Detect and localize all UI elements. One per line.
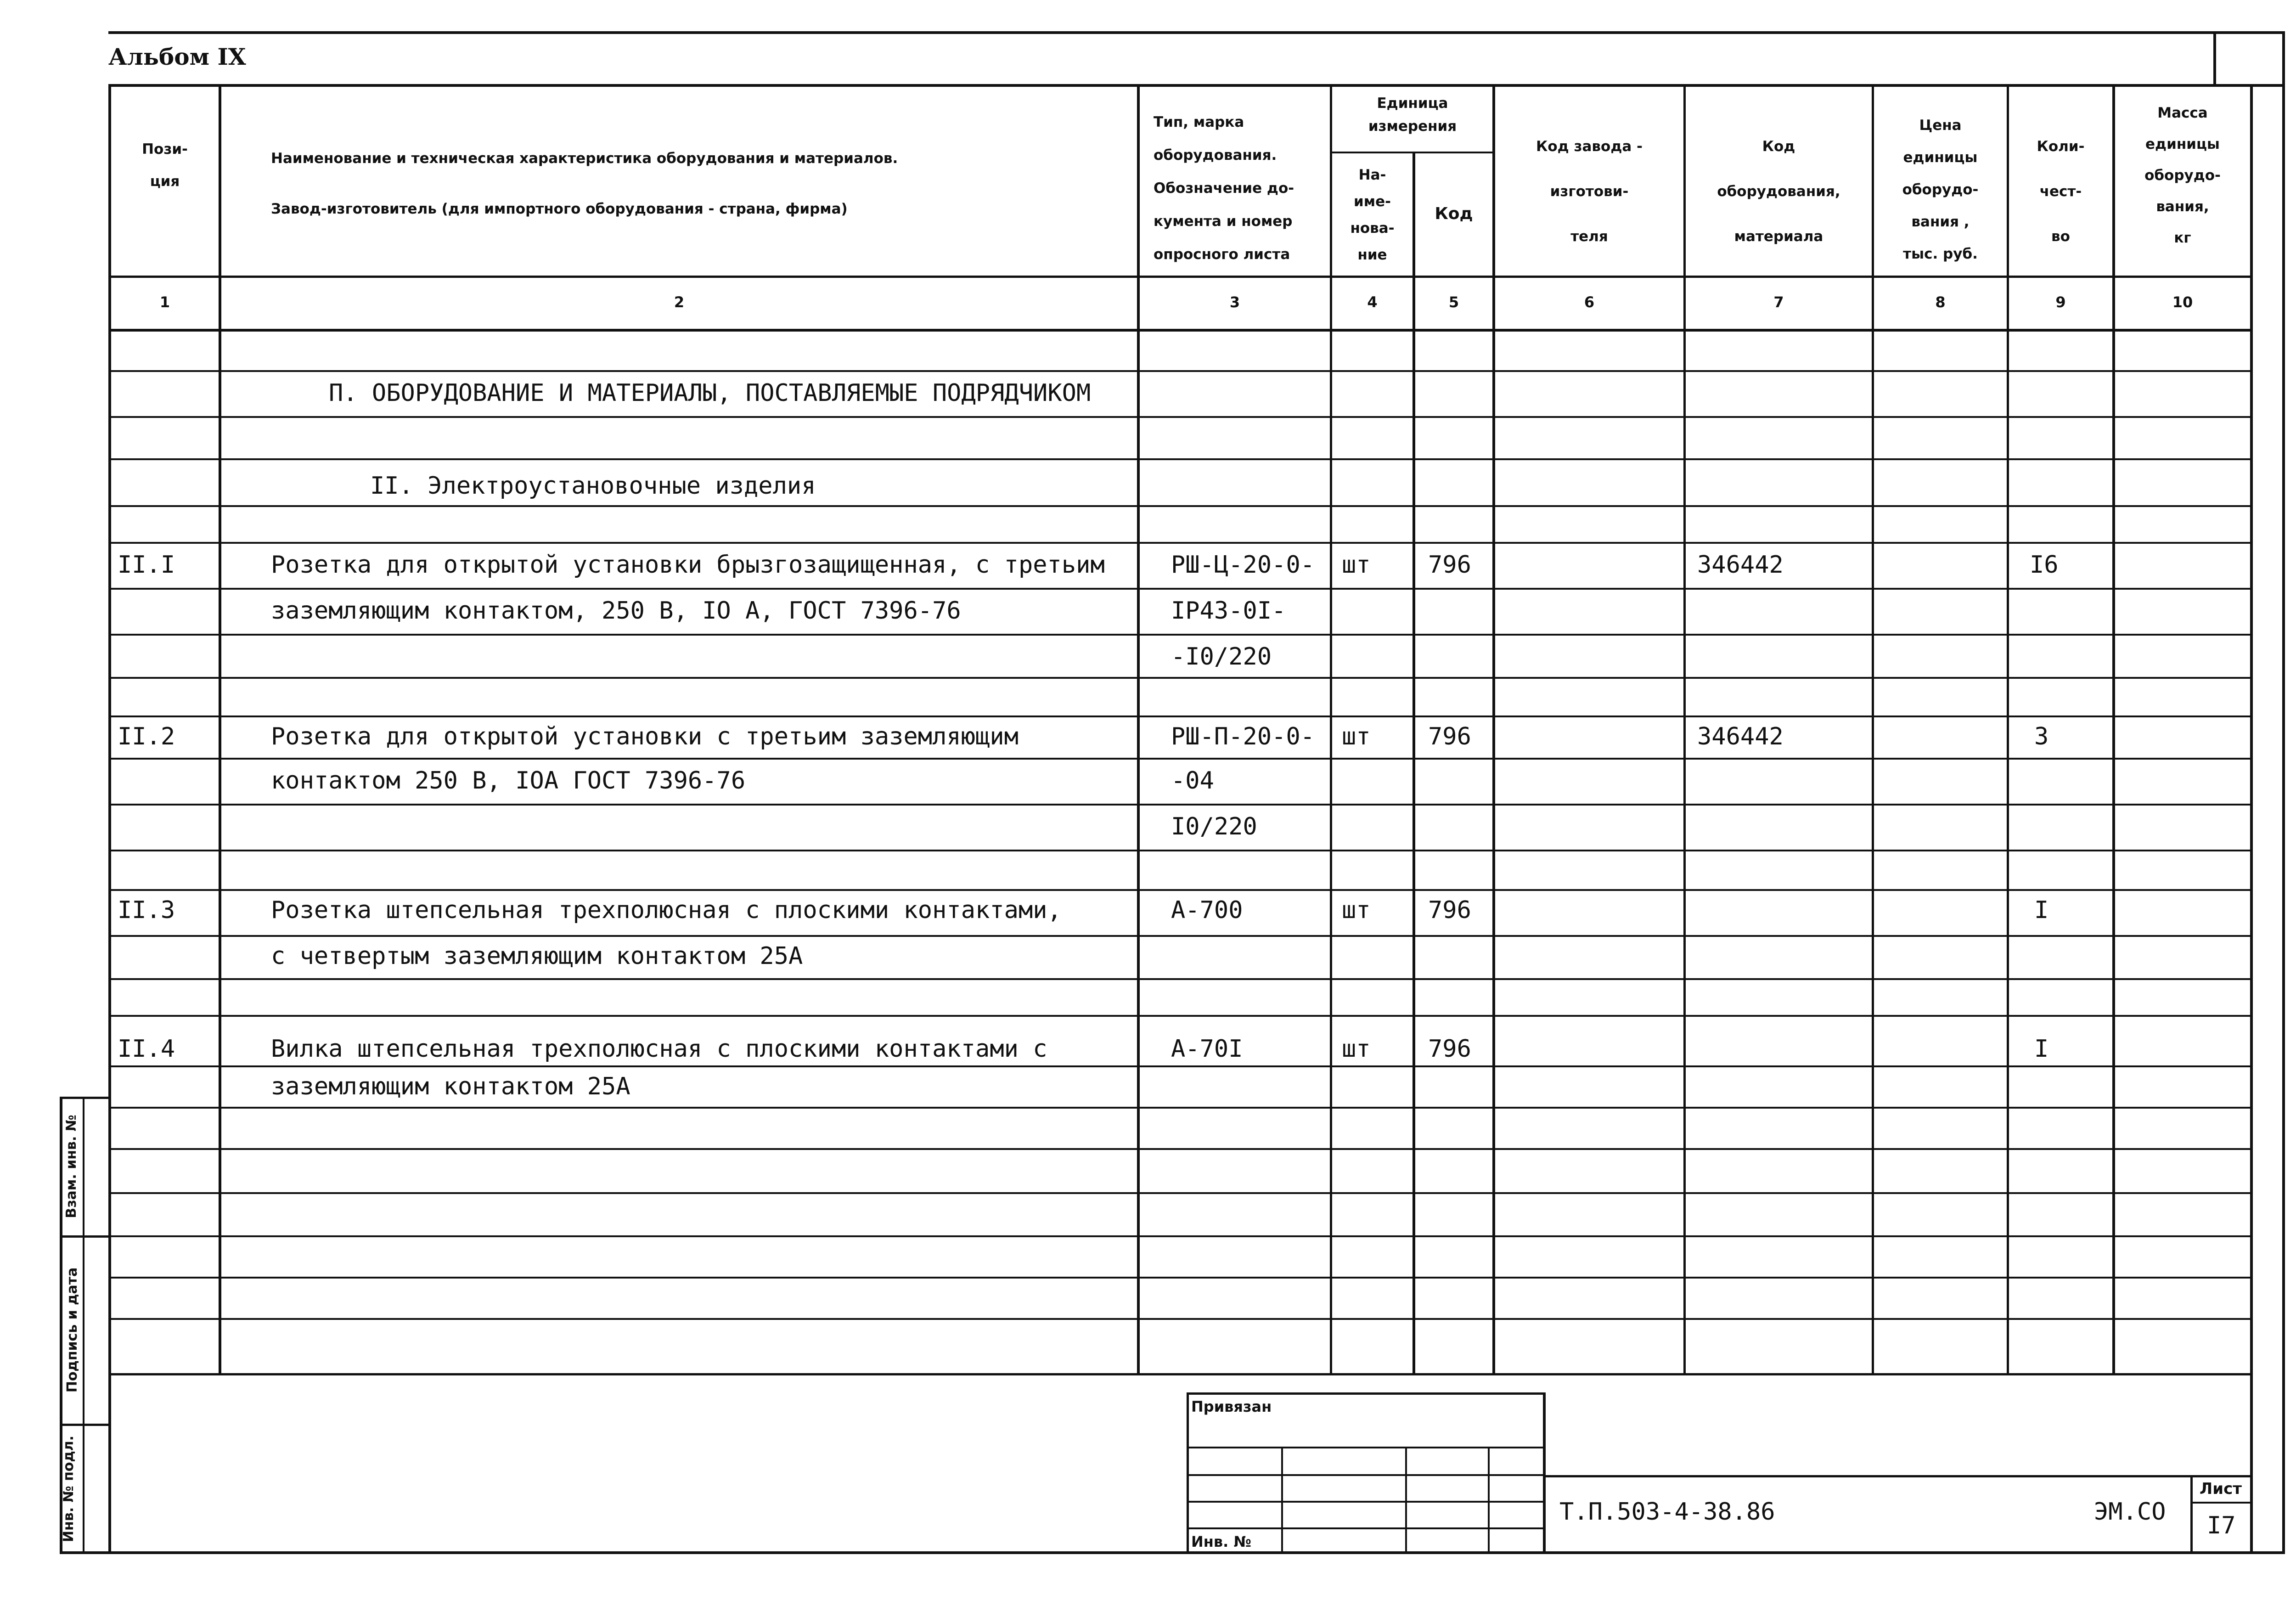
table-right-border	[2250, 84, 2253, 1554]
item2-unit-code: 796	[1428, 723, 1471, 750]
row-line	[108, 416, 2253, 418]
tb-sheet-mid	[2190, 1502, 2253, 1504]
item4-unit-code: 796	[1428, 1035, 1471, 1063]
header-col7: Код оборудования, материала	[1717, 138, 1840, 245]
colnum-8: 8	[1935, 293, 1946, 311]
row-line	[108, 804, 2253, 806]
item1-type-line1: РШ-Ц-20-0-	[1171, 551, 1315, 579]
item4-name-line2: заземляющим контактом 25А	[271, 1073, 630, 1100]
header-col2: Наименование и техническая характеристика оборудования и материалов. Завод-изготовитель (для импортного оборудования - страна, фирма)	[271, 150, 898, 217]
tb-doc-code: Т.П.503-4-38.86	[1559, 1498, 1775, 1526]
tb-sheet-left	[2190, 1475, 2193, 1554]
header-col6: Код завода - изготови- теля	[1536, 138, 1643, 245]
row-line	[108, 850, 2253, 851]
colnum-9: 9	[2055, 293, 2066, 311]
item3-name-line1: Розетка штепсельная трехполюсная с плоскими контактами,	[271, 896, 1062, 924]
frame-right-corner-line	[2213, 31, 2216, 87]
row-line	[108, 458, 2253, 460]
item1-equip-code: 346442	[1697, 551, 1784, 579]
item4-name-line1: Вилка штепсельная трехполюсная с плоскими контактами с	[271, 1035, 1047, 1063]
frame-top	[108, 31, 2285, 34]
row-line	[108, 542, 2253, 544]
header-col10: Масса единицы оборудо- вания, кг	[2144, 105, 2221, 246]
side-stamp-inner	[83, 1097, 84, 1554]
album-label: Альбом IX	[108, 43, 246, 70]
tb-inv-no: Инв. №	[1191, 1533, 1251, 1550]
item1-qty: I6	[2030, 551, 2059, 579]
section-heading: П. ОБОРУДОВАНИЕ И МАТЕРИАЛЫ, ПОСТАВЛЯЕМЫЕ ПОДРЯДЧИКОМ	[329, 379, 1091, 407]
tb-col2	[1405, 1447, 1407, 1554]
side-stamp-inv: Инв. № подл.	[61, 1435, 77, 1543]
item3-name-line2: с четвертым заземляющим контактом 25А	[271, 942, 803, 970]
tb-sheet-number: I7	[2207, 1512, 2236, 1539]
item1-unit: шт	[1342, 551, 1371, 579]
item1-name-line1: Розетка для открытой установки брызгозащищенная, с третьим	[271, 551, 1105, 579]
frame-right-outer	[2282, 31, 2285, 1554]
item3-unit: шт	[1342, 896, 1371, 924]
row-line	[108, 1192, 2253, 1194]
colnum-3: 3	[1229, 293, 1240, 311]
item2-equip-code: 346442	[1697, 723, 1784, 750]
tb-mark: ЭМ.СО	[2094, 1498, 2166, 1526]
row-line	[108, 1318, 2253, 1320]
tb-box-right	[1543, 1392, 1546, 1554]
tb-row3	[1187, 1501, 1546, 1503]
item2-pos: II.2	[118, 723, 175, 750]
row-line	[108, 1065, 2253, 1067]
header-unit-group: Единица измерения	[1368, 95, 1457, 135]
header-bottom	[108, 276, 2253, 278]
row-line	[108, 1235, 2253, 1237]
item4-unit: шт	[1342, 1035, 1371, 1063]
side-stamp-podpis: Подпись и дата	[64, 1267, 80, 1393]
item2-name-line1: Розетка для открытой установки с третьим заземляющим	[271, 723, 1019, 750]
header-col5: Код	[1435, 204, 1473, 223]
colnum-5: 5	[1448, 293, 1459, 311]
colnum-1: 1	[159, 293, 170, 311]
item3-pos: II.3	[118, 896, 175, 924]
row-line	[108, 889, 2253, 891]
row-line	[108, 1148, 2253, 1150]
colnum-4: 4	[1367, 293, 1378, 311]
tb-sheet-label: Лист	[2200, 1480, 2242, 1498]
row-line	[108, 505, 2253, 507]
item2-name-line2: контактом 250 В, IOА ГОСТ 7396-76	[271, 767, 746, 794]
tb-col3	[1488, 1447, 1490, 1554]
header-col8: Цена единицы оборудо- вания , тыс. руб.	[1902, 117, 1979, 262]
subsection-heading: II. Электроустановочные изделия	[370, 472, 816, 500]
header-col1: Пози- ция	[142, 141, 188, 190]
colnum-bottom	[108, 329, 2253, 332]
header-col9: Коли- чест- во	[2037, 138, 2085, 245]
row-line	[108, 370, 2253, 372]
item1-type-line2: IP43-0I-	[1171, 597, 1286, 625]
item4-pos: II.4	[118, 1035, 175, 1063]
colnum-7: 7	[1773, 293, 1784, 311]
row-line	[108, 935, 2253, 937]
item2-type-line1: РШ-П-20-0-	[1171, 723, 1315, 750]
row-line	[108, 1107, 2253, 1109]
item2-type-line3: I0/220	[1171, 813, 1257, 840]
table-body-bottom	[108, 1373, 2253, 1375]
item4-type-line1: А-70I	[1171, 1035, 1243, 1063]
side-stamp-sep1	[60, 1235, 111, 1238]
tb-box-top	[1187, 1392, 1546, 1395]
row-line	[108, 1277, 2253, 1279]
item2-unit: шт	[1342, 723, 1371, 750]
row-line	[108, 588, 2253, 590]
row-line	[108, 978, 2253, 980]
row-line	[108, 634, 2253, 636]
row-line	[108, 1015, 2253, 1017]
tb-box-left	[1187, 1392, 1189, 1554]
item2-type-line2: -04	[1171, 767, 1214, 794]
colnum-10: 10	[2172, 293, 2193, 311]
item1-type-line3: -I0/220	[1171, 643, 1272, 670]
item1-name-line2: заземляющим контактом, 250 В, IO А, ГОСТ 7396-76	[271, 597, 961, 625]
row-line	[108, 677, 2253, 679]
colnum-2: 2	[674, 293, 685, 311]
header-col4: На- име- нова- ние	[1350, 167, 1395, 263]
row-line	[108, 758, 2253, 760]
col-line-4	[1412, 152, 1415, 1375]
frame-bottom	[60, 1551, 2285, 1554]
tb-row4	[1187, 1527, 1546, 1529]
item3-type-line1: А-700	[1171, 896, 1243, 924]
unit-subheader-line	[1330, 152, 1495, 153]
tb-col1	[1281, 1447, 1283, 1554]
tb-privyazan: Привязан	[1191, 1398, 1272, 1415]
header-col3: Тип, марка оборудования. Обозначение до- кумента и номер опросного листа	[1154, 114, 1294, 263]
colnum-6: 6	[1584, 293, 1595, 311]
frame-top-inner	[108, 84, 2285, 87]
side-stamp-vzam: Взам. инв. №	[63, 1115, 79, 1218]
item3-unit-code: 796	[1428, 896, 1471, 924]
item2-qty: 3	[2034, 723, 2049, 750]
tb-row1	[1187, 1447, 1546, 1448]
item1-unit-code: 796	[1428, 551, 1471, 579]
item1-pos: II.I	[118, 551, 175, 579]
row-line	[108, 715, 2253, 717]
tb-main-top	[1543, 1475, 2253, 1477]
item4-qty: I	[2034, 1035, 2049, 1063]
tb-row2	[1187, 1474, 1546, 1476]
item3-qty: I	[2034, 896, 2049, 924]
